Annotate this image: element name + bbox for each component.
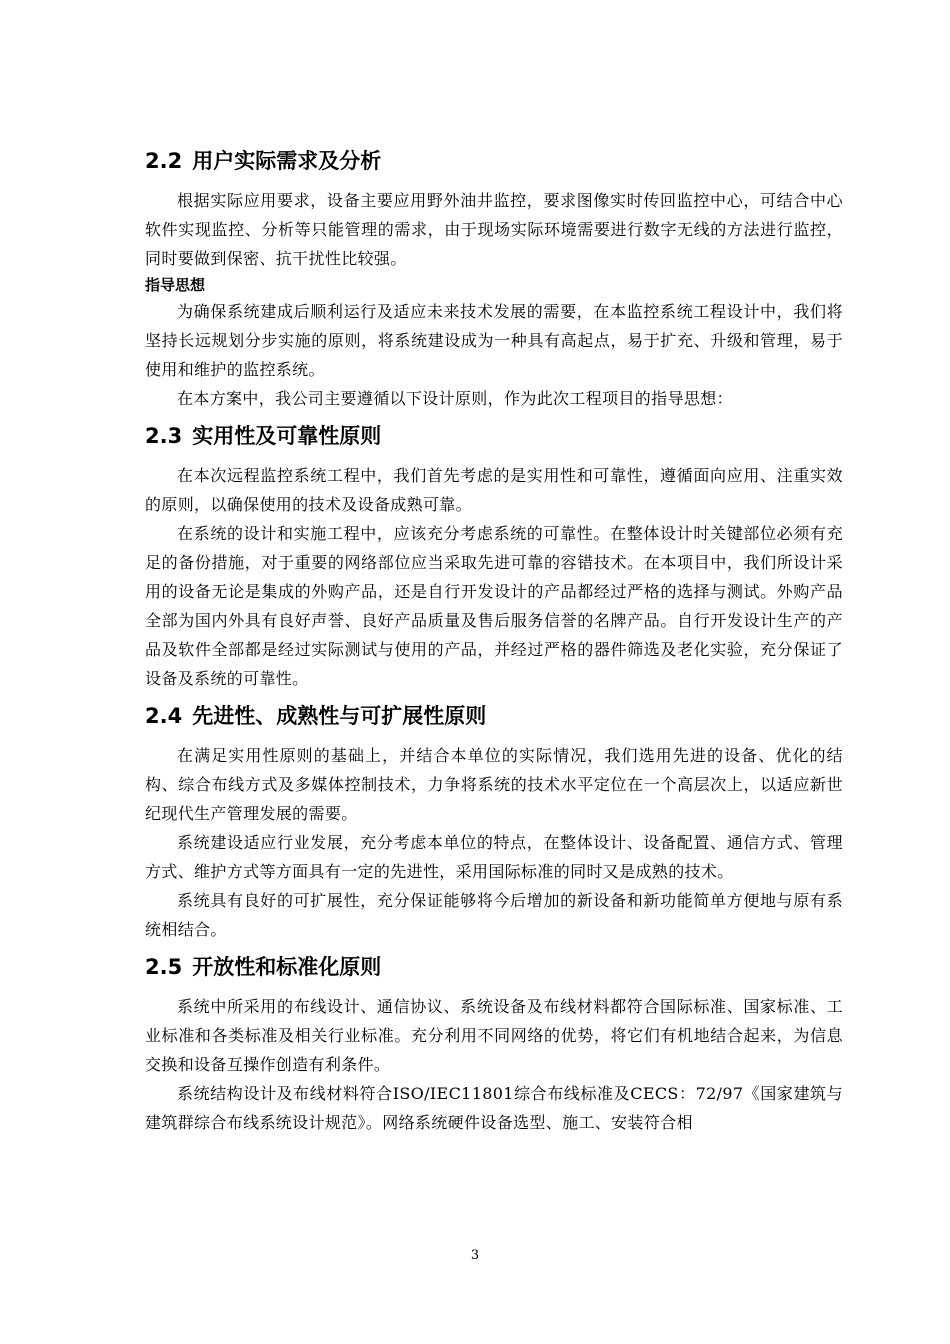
paragraph: 在满足实用性原则的基础上，并结合本单位的实际情况，我们选用先进的设备、优化的结构、综合布线方式及多媒体控制技术，力争将系统的技术水平定位在一个高层次上，以适应新世纪现代生产管理发展的需要。 xyxy=(145,746,843,823)
section-number: 2.2 xyxy=(145,149,183,173)
section-heading xyxy=(145,952,843,982)
section-title: 用户实际需求及分析 xyxy=(192,149,382,173)
section-title: 开放性和标准化原则 xyxy=(192,955,382,979)
paragraph: 在本方案中，我公司主要遵循以下设计原则，作为此次工程项目的指导思想： xyxy=(177,389,733,408)
paragraph: 在本次远程监控系统工程中，我们首先考虑的是实用性和可靠性，遵循面向应用、注重实效的原则，以确保使用的技术及设备成熟可靠。 xyxy=(145,466,843,514)
section-2-5 xyxy=(145,952,843,1137)
paragraph: 系统建设适应行业发展，充分考虑本单位的特点，在整体设计、设备配置、通信方式、管理方式、维护方式等方面具有一定的先进性，采用国际标准的同时又是成熟的技术。 xyxy=(145,833,843,881)
paragraph: 系统结构设计及布线材料符合ISO/IEC11801综合布线标准及CECS：72/97《国家建筑与建筑群综合布线系统设计规范》。网络系统硬件设备选型、施工、安装符合相 xyxy=(145,1084,843,1132)
paragraph: 根据实际应用要求，设备主要应用野外油井监控，要求图像实时传回监控中心，可结合中心软件实现监控、分析等只能管理的需求，由于现场实际环境需要进行数字无线的方法进行监控，同时要做到保密、抗干扰性比较强。 xyxy=(145,191,843,268)
section-title: 实用性及可靠性原则 xyxy=(192,424,382,448)
section-number: 2.4 xyxy=(145,704,183,728)
section-heading xyxy=(145,146,843,176)
paragraph: 为确保系统建成后顺利运行及适应未来技术发展的需要，在本监控系统工程设计中，我们将坚持长远规划分步实施的原则，将系统建设成为一种具有高起点，易于扩充、升级和管理，易于使用和维护的监控系统。 xyxy=(145,302,843,379)
section-2-4 xyxy=(145,701,843,944)
page-number: 3 xyxy=(470,1248,480,1263)
section-title: 先进性、成熟性与可扩展性原则 xyxy=(192,704,487,728)
paragraph: 系统具有良好的可扩展性，充分保证能够将今后增加的新设备和新功能简单方便地与原有系统相结合。 xyxy=(145,891,843,939)
paragraph: 系统中所采用的布线设计、通信协议、系统设备及布线材料都符合国际标准、国家标准、工业标准和各类标准及相关行业标准。充分利用不同网络的优势，将它们有机地结合起来，为信息交换和设备互操作创造有利条件。 xyxy=(145,997,843,1074)
section-heading xyxy=(145,421,843,451)
section-number: 2.3 xyxy=(145,424,183,448)
section-number: 2.5 xyxy=(145,955,183,979)
section-2-3 xyxy=(145,421,843,693)
section-2-2 xyxy=(145,146,843,413)
subheading-guiding-thought: 指导思想 xyxy=(145,276,206,294)
document-body xyxy=(145,146,843,1145)
section-heading xyxy=(145,701,843,731)
paragraph: 在系统的设计和实施工程中，应该充分考虑系统的可靠性。在整体设计时关键部位必须有充足的备份措施，对于重要的网络部位应当采取先进可靠的容错技术。在本项目中，我们所设计采用的设备无论是集成的外购产品，还是自行开发设计的产品都经过严格的选择与测试。外购产品全部为国内外具有良好声誉、良好产品质量及售后服务信誉的名牌产品。自行开发设计生产的产品及软件全部都是经过实际测试与使用的产品，并经过严格的器件筛选及老化实验，充分保证了设备及系统的可靠性。 xyxy=(145,524,843,688)
